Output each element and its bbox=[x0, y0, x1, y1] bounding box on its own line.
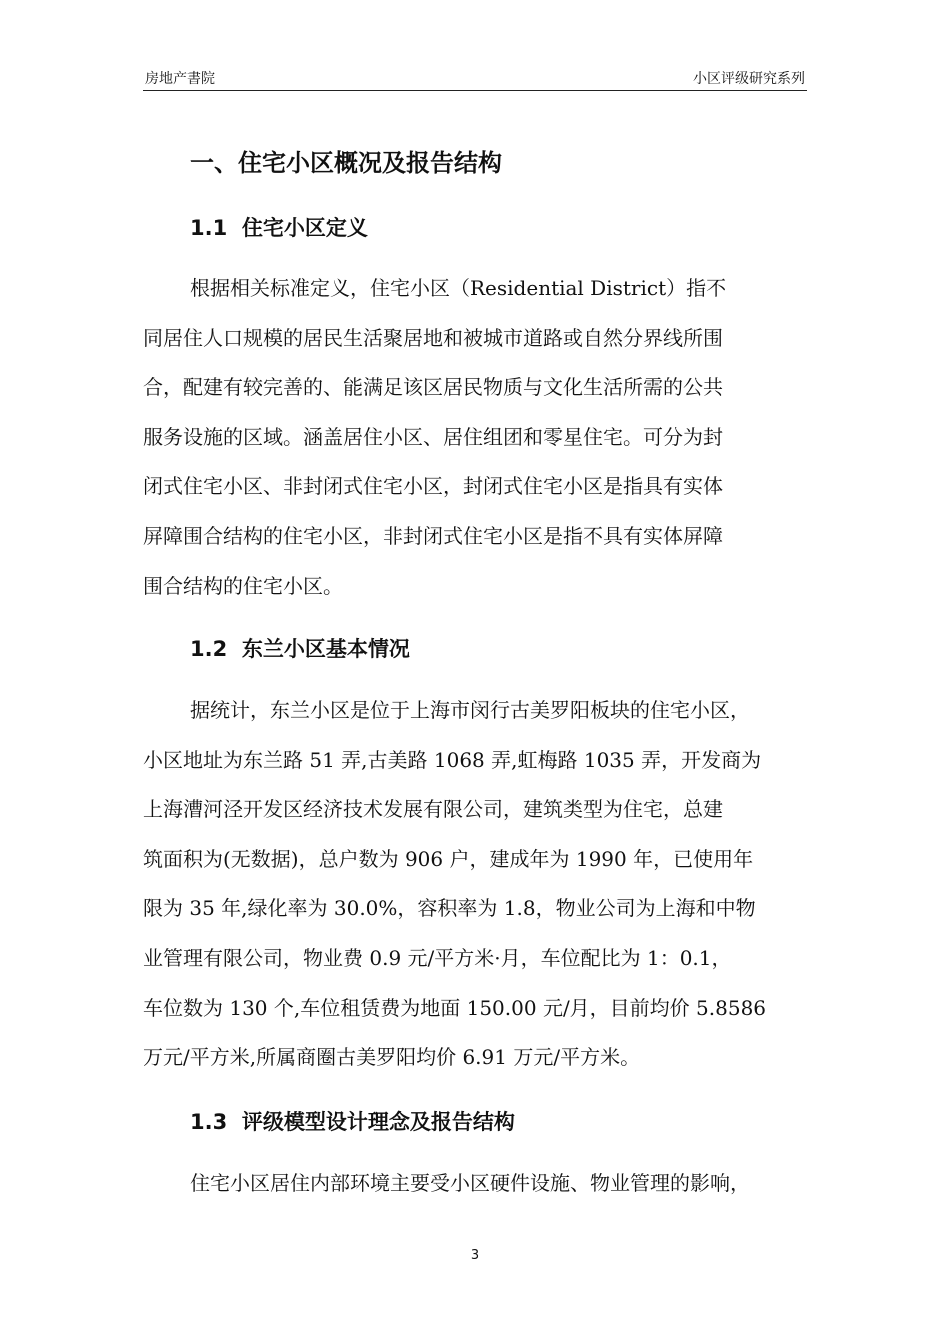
text-line: 围合结构的住宅小区。 bbox=[143, 573, 343, 598]
subsection-heading-1-1: 1.1 住宅小区定义 bbox=[190, 216, 368, 240]
text-line: 屏障围合结构的住宅小区，非封闭式住宅小区是指不具有实体屏障 bbox=[143, 523, 723, 548]
text-line: 小区地址为东兰路 51 弄,古美路 1068 弄,虹梅路 1035 弄，开发商为 bbox=[143, 747, 762, 772]
paragraph-model-design bbox=[143, 1159, 807, 1209]
header-right-title: 小区评级研究系列 bbox=[693, 71, 805, 87]
text-line: 筑面积为(无数据)，总户数为 906 户，建成年为 1990 年，已使用年 bbox=[143, 846, 754, 871]
header-left-title: 房地产書院 bbox=[145, 71, 215, 87]
text-line: 服务设施的区域。涵盖居住小区、居住组团和零星住宅。可分为封 bbox=[143, 424, 723, 449]
subsection-heading-1-3: 1.3 评级模型设计理念及报告结构 bbox=[190, 1110, 515, 1134]
text-line: 万元/平方米,所属商圈古美罗阳均价 6.91 万元/平方米。 bbox=[143, 1045, 641, 1070]
text-line: 住宅小区居住内部环境主要受小区硬件设施、物业管理的影响， bbox=[190, 1171, 750, 1195]
text-line: 合，配建有较完善的、能满足该区居民物质与文化生活所需的公共 bbox=[143, 375, 723, 400]
text-line: 车位数为 130 个,车位租赁费为地面 150.00 元/月，目前均价 5.8586 bbox=[143, 995, 767, 1020]
text-line: 同居住人口规模的居民生活聚居地和被城市道路或自然分界线所围 bbox=[143, 325, 723, 350]
subsection-heading-1-2: 1.2 东兰小区基本情况 bbox=[190, 637, 410, 661]
text-line: 上海漕河泾开发区经济技术发展有限公司，建筑类型为住宅，总建 bbox=[143, 797, 723, 822]
text-line: 据统计，东兰小区是位于上海市闵行古美罗阳板块的住宅小区， bbox=[190, 698, 750, 722]
paragraph-basic-info bbox=[143, 686, 807, 1083]
paragraph-definition bbox=[143, 264, 807, 611]
text-line: 限为 35 年,绿化率为 30.0%，容积率为 1.8，物业公司为上海和中物 bbox=[143, 896, 756, 921]
page-number: 3 bbox=[470, 1248, 480, 1263]
text-line: 业管理有限公司，物业费 0.9 元/平方米·月，车位配比为 1：0.1， bbox=[143, 945, 732, 970]
page-header bbox=[143, 66, 807, 91]
section-title: 一、住宅小区概况及报告结构 bbox=[190, 149, 502, 177]
text-line: 根据相关标准定义，住宅小区（Residential District）指不 bbox=[190, 276, 727, 300]
text-line: 闭式住宅小区、非封闭式住宅小区，封闭式住宅小区是指具有实体 bbox=[143, 474, 723, 499]
